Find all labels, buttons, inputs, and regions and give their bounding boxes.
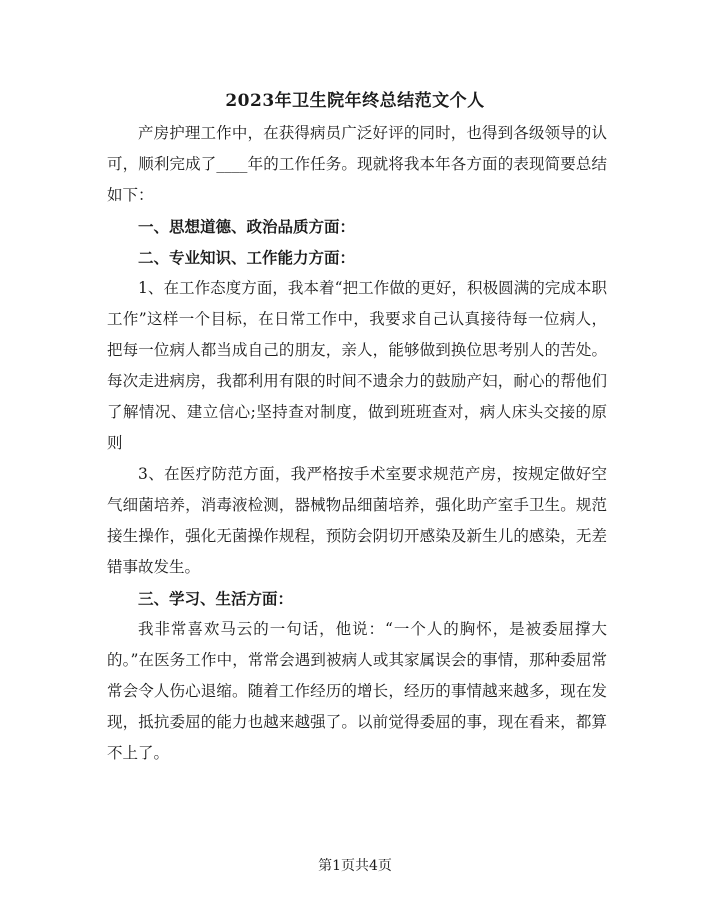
- study-life-paragraph: 我非常喜欢马云的一句话，他说：“一个人的胸怀，是被委屈撑大的。”在医务工作中，常常会遇到被病人或其家属误会的事情，那种委屈常常会令人伤心退缩。随着工作经历的增长，经历的事情越来越多，现在发现，抵抗委屈的能力也越来越强了。以前觉得委屈的事，现在看来，都算不上了。: [107, 620, 607, 762]
- section-heading-ideology: 一、思想道德、政治品质方面：: [138, 217, 356, 236]
- document-body: [107, 118, 607, 769]
- section-heading-professional: 二、专业知识、工作能力方面：: [138, 248, 356, 267]
- medical-prevention-paragraph: 3、在医疗防范方面，我严格按手术室要求规范产房，按规定做好空气细菌培养，消毒液检测，器械物品细菌培养，强化助产室手卫生。规范接生操作，强化无菌操作规程，预防会阴切开感染及新生儿的感染，无差错事故发生。: [107, 465, 607, 576]
- work-attitude-paragraph: 1、在工作态度方面，我本着“把工作做的更好，积极圆满的完成本职工作”这样一个目标，在日常工作中，我要求自己认真接待每一位病人，把每一位病人都当成自己的朋友，亲人，能够做到换位思考别人的苦处。每次走进病房，我都利用有限的时间不遗余力的鼓励产妇，耐心的帮他们了解情况、建立信心;坚持查对制度，做到班班查对，病人床头交接的原则: [107, 279, 607, 452]
- section-heading-study-life: 三、学习、生活方面：: [138, 589, 294, 608]
- page-footer: 第1页共4页: [318, 858, 392, 874]
- document-title: 2023年卫生院年终总结范文个人: [225, 91, 485, 111]
- intro-paragraph: 产房护理工作中，在获得病员广泛好评的同时，也得到各级领导的认可，顺利完成了____年的工作任务。现就将我本年各方面的表现简要总结如下：: [107, 124, 607, 204]
